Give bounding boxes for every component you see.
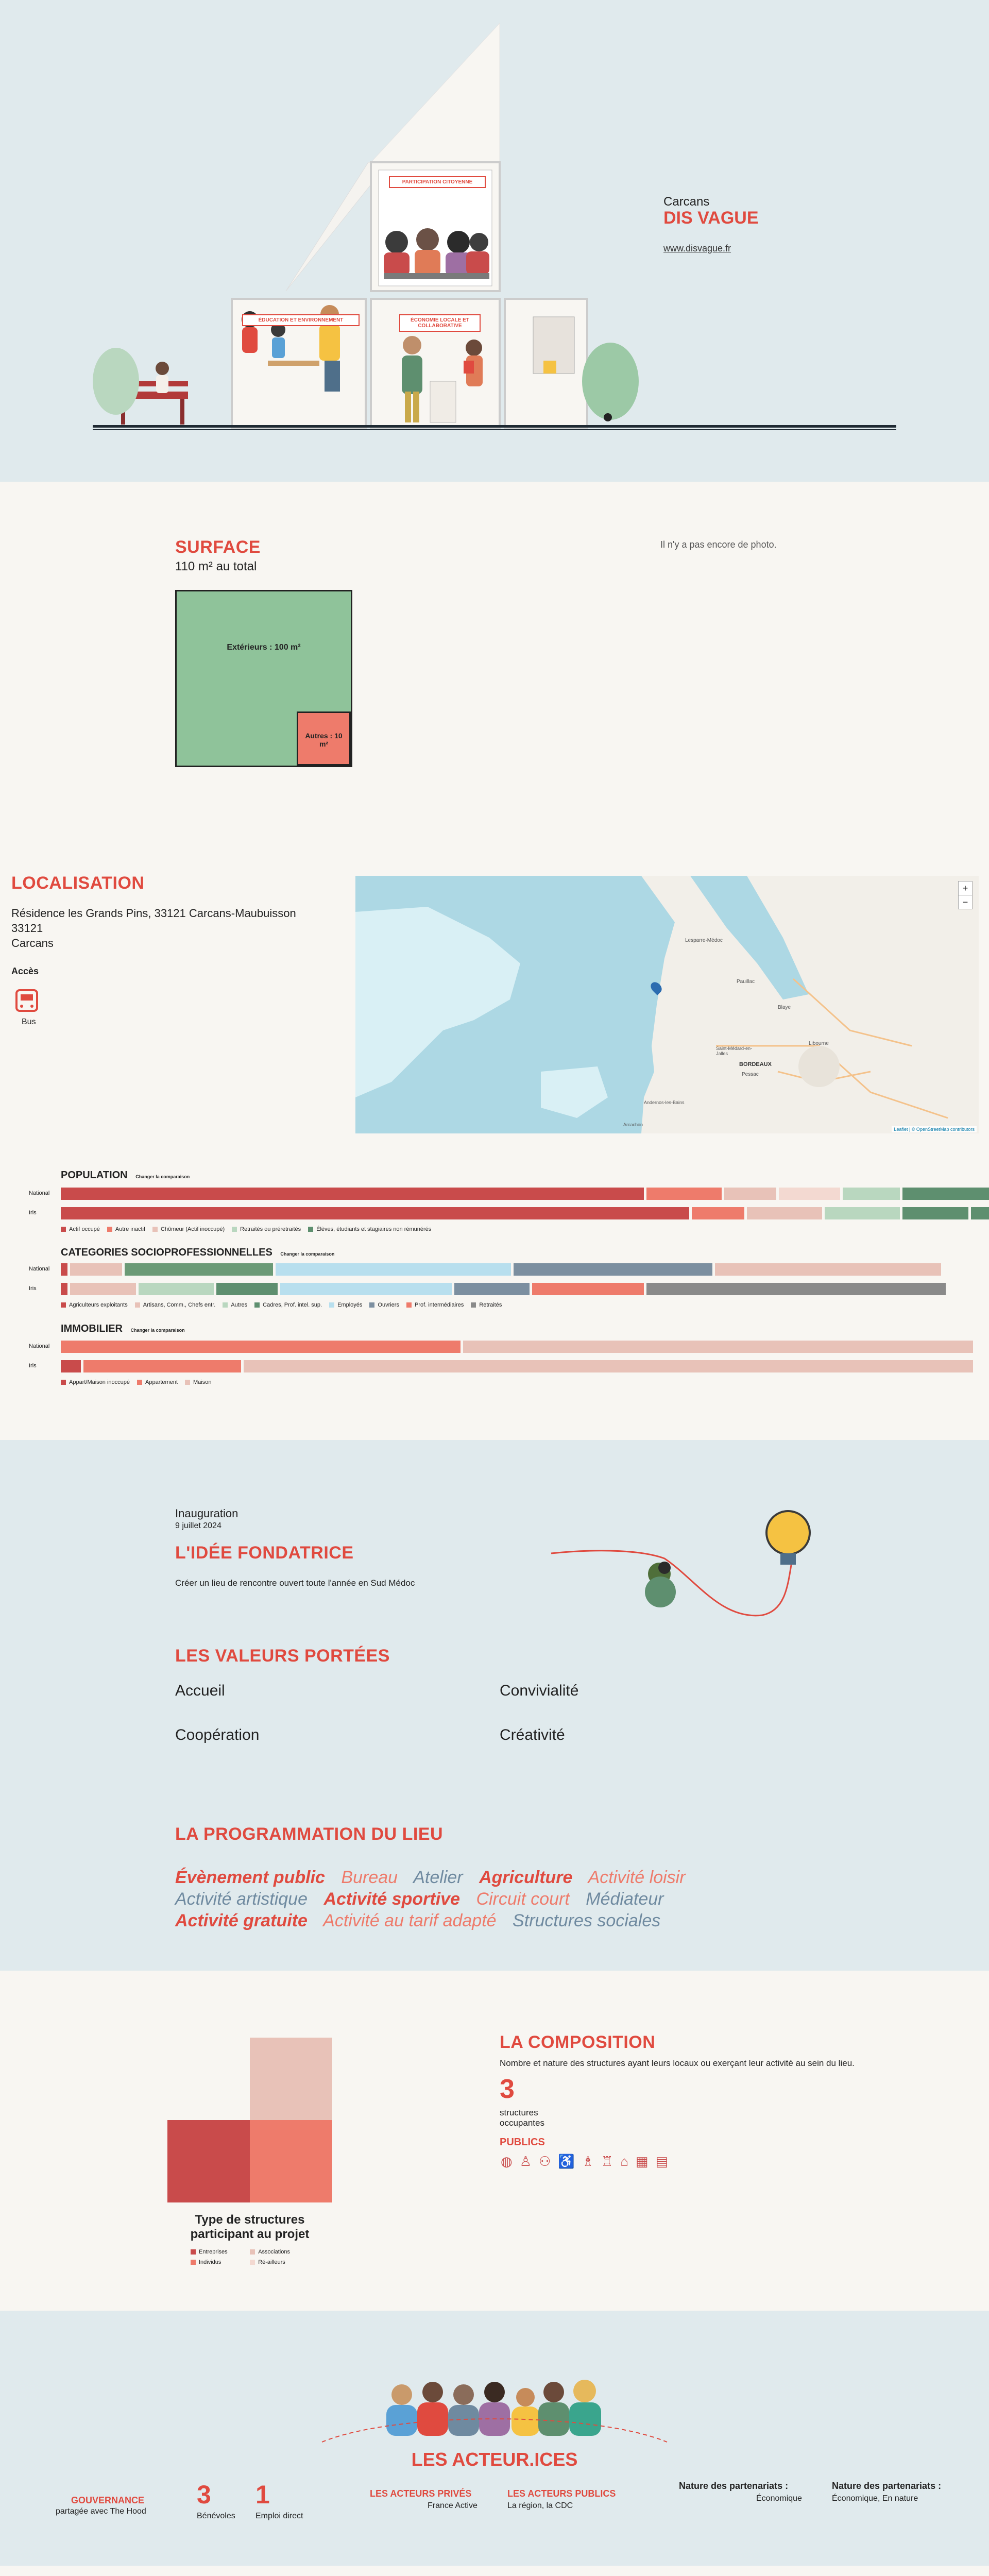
localisation-city: Carcans — [11, 937, 54, 950]
acteurs-prives-title: LES ACTEURS PRIVÉS — [370, 2488, 472, 2499]
legend-item: Élèves, étudiants et stagiaires non rémunérés — [308, 1226, 431, 1232]
bar-segment[interactable] — [70, 1283, 136, 1295]
moyens-section — [0, 2566, 989, 2576]
bar-row-label: Iris — [29, 1363, 37, 1369]
map-label-libourne: Libourne — [809, 1041, 829, 1046]
idea-illustration — [541, 1502, 829, 1625]
surface-photo-note: Il n'y a pas encore de photo. — [660, 539, 777, 550]
hero-section — [0, 0, 989, 482]
localisation-postcode: 33121 — [11, 922, 43, 935]
map-label-andernos: Andernos-les-Bains — [644, 1100, 685, 1105]
prog-activite-sportive: Activité sportive — [323, 1889, 460, 1909]
map-land — [355, 876, 979, 1133]
valeur-creativite: Créativité — [500, 1726, 565, 1743]
legend-item: Chômeur (Actif inoccupé) — [152, 1226, 225, 1232]
bar-segment[interactable] — [971, 1207, 989, 1219]
bar-row-label: National — [29, 1266, 50, 1272]
map-zoom-out-button[interactable]: − — [958, 895, 973, 909]
surface-exterieur-block — [175, 590, 352, 767]
composition-legend: Entreprises Associations Individus Ré-ailleurs — [191, 2249, 314, 2265]
hero-name: DIS VAGUE — [663, 208, 759, 228]
surface-exterieur-label: Extérieurs : 100 m² — [227, 643, 301, 652]
participation-people — [384, 228, 489, 279]
legend-item: Actif occupé — [61, 1226, 100, 1232]
surface-autres-label: Autres : 10 m² — [305, 732, 343, 748]
immobilier-compare-link[interactable]: Changer la comparaison — [130, 1328, 185, 1333]
localisation-section — [0, 811, 989, 1440]
prog-mediateur: Médiateur — [586, 1889, 664, 1909]
inauguration-label: Inauguration — [175, 1507, 238, 1520]
house-illustration — [0, 0, 989, 482]
localisation-address: Résidence les Grands Pins, 33121 Carcans-Maubuisson — [11, 907, 296, 920]
map-label-pessac: Pessac — [742, 1072, 759, 1077]
tag-economie: ÉCONOMIE LOCALE ET COLLABORATIVE — [399, 314, 481, 332]
bar-segment[interactable] — [61, 1188, 644, 1200]
map-label-saint-medard: Saint-Médard-en-Jalles — [716, 1046, 753, 1056]
surface-section — [0, 482, 989, 811]
prog-atelier: Atelier — [413, 1868, 463, 1887]
acteurs-section — [0, 2311, 989, 2566]
bar-segment[interactable] — [61, 1263, 67, 1276]
bar-segment[interactable] — [646, 1188, 722, 1200]
bar-segment[interactable] — [280, 1283, 451, 1295]
cat-icon — [604, 413, 612, 421]
map-zoom-in-button[interactable]: + — [958, 881, 973, 895]
bar-segment[interactable] — [532, 1283, 644, 1295]
emploi-label: Emploi direct — [255, 2512, 303, 2520]
bar-segment[interactable] — [902, 1188, 989, 1200]
legend-item: Appart/Maison inoccupé — [61, 1379, 130, 1385]
bar-segment[interactable] — [216, 1283, 278, 1295]
bar-segment[interactable] — [692, 1207, 744, 1219]
bar-row-label: National — [29, 1343, 50, 1349]
map-label-bordeaux: BORDEAUX — [739, 1061, 772, 1067]
public-housing-icon: ⌂ — [620, 2154, 636, 2169]
benevoles-number: 3 — [197, 2480, 211, 2509]
public-elderly-icon: ♗ — [582, 2154, 601, 2169]
composition-chart-title: Type de structures participant au projet — [190, 2213, 310, 2241]
bar-segment[interactable] — [646, 1283, 946, 1295]
hero-website-link[interactable]: www.disvague.fr — [663, 243, 731, 253]
bar-segment[interactable] — [70, 1263, 123, 1276]
programmation-row-2 — [175, 1889, 663, 1909]
emploi-number: 1 — [255, 2480, 270, 2509]
tag-education: ÉDUCATION ET ENVIRONNEMENT — [242, 314, 360, 326]
structures-count: 3 — [500, 2074, 515, 2104]
surface-title: SURFACE — [175, 537, 261, 557]
bar-segment[interactable] — [747, 1207, 822, 1219]
prog-structures-sociales: Structures sociales — [513, 1911, 661, 1930]
map-attribution[interactable]: Leaflet | © OpenStreetMap contributors — [892, 1126, 977, 1132]
bar-segment[interactable] — [244, 1360, 973, 1372]
public-office-icon: ▤ — [655, 2154, 676, 2169]
legend-item: Autre inactif — [107, 1226, 145, 1232]
public-adult-icon: ♖ — [601, 2154, 621, 2169]
composition-subtitle: Nombre et nature des structures ayant leurs locaux ou exerçant leur activité au sein du lieu. — [500, 2058, 855, 2068]
csp-compare-link[interactable]: Changer la comparaison — [280, 1251, 335, 1257]
prog-circuit-court: Circuit court — [476, 1889, 570, 1909]
prog-evenement-public: Évènement public — [175, 1868, 325, 1887]
bar-segment[interactable] — [825, 1207, 900, 1219]
valeur-cooperation: Coopération — [175, 1726, 260, 1743]
population-title: POPULATION Changer la comparaison — [61, 1170, 190, 1181]
bar-segment[interactable] — [276, 1263, 511, 1276]
gouvernance-title: GOUVERNANCE — [71, 2495, 145, 2505]
bar-segment[interactable] — [715, 1263, 941, 1276]
map-label-blaye: Blaye — [778, 1005, 791, 1010]
prog-agriculture: Agriculture — [479, 1868, 573, 1887]
legend-item: Cadres, Prof. intel. sup. — [254, 1302, 322, 1308]
legend-item: Maison — [185, 1379, 211, 1385]
treemap-cell-entreprises — [167, 2120, 250, 2202]
surface-total: 110 m² au total — [175, 560, 257, 573]
acteurs-title: LES ACTEUR.ICES — [411, 2449, 578, 2470]
legend-item: Retraités — [471, 1302, 502, 1308]
csp-legend — [61, 1302, 509, 1308]
localisation-title: LOCALISATION — [11, 873, 145, 893]
composition-title: LA COMPOSITION — [500, 2032, 656, 2052]
tag-participation: PARTICIPATION CITOYENNE — [389, 176, 486, 188]
acteurs-publics-title: LES ACTEURS PUBLICS — [507, 2488, 616, 2499]
prog-bureau: Bureau — [341, 1868, 398, 1887]
tree-left — [93, 348, 139, 415]
prog-activite-gratuite: Activité gratuite — [175, 1911, 308, 1930]
bar-segment[interactable] — [902, 1207, 968, 1219]
prog-tarif-adapte: Activité au tarif adapté — [323, 1911, 497, 1930]
treemap-cell-associations — [250, 2038, 332, 2120]
legend-item: Artisans, Comm., Chefs entr. — [135, 1302, 216, 1308]
bar-row-label: National — [29, 1190, 50, 1196]
map-label-lesparre: Lesparre-Médoc — [685, 938, 723, 943]
valeur-accueil: Accueil — [175, 1682, 225, 1699]
legend-item: Appartement — [137, 1379, 178, 1385]
nature-partenariats-1-title: Nature des partenariats : — [679, 2481, 789, 2491]
bar-segment[interactable] — [61, 1283, 67, 1295]
structures-count-label: structures occupantes — [500, 2108, 544, 2128]
programmation-title: LA PROGRAMMATION DU LIEU — [175, 1824, 444, 1844]
bar-segment[interactable] — [843, 1188, 899, 1200]
prog-activite-loisir: Activité loisir — [588, 1868, 686, 1887]
nature-partenariats-2-text: Économique, En nature — [832, 2494, 918, 2503]
bar-segment[interactable] — [463, 1341, 973, 1353]
acteurs-prives-text: France Active — [428, 2501, 478, 2510]
prog-activite-artistique: Activité artistique — [175, 1889, 308, 1909]
programmation-row-3 — [175, 1911, 660, 1931]
treemap-cell-individus — [250, 2120, 332, 2202]
bar-segment[interactable] — [61, 1360, 81, 1372]
acces-label: Accès — [11, 966, 39, 976]
csp-title: CATEGORIES SOCIOPROFESSIONNELLES Changer la comparaison — [61, 1247, 335, 1258]
legend-item: Autres — [223, 1302, 247, 1308]
idee-text: Créer un lieu de rencontre ouvert toute l'année en Sud Médoc — [175, 1578, 415, 1588]
public-building-icon: ▦ — [636, 2154, 656, 2169]
hero-city: Carcans — [663, 195, 710, 209]
acteurs-publics-text: La région, la CDC — [507, 2501, 573, 2510]
bar-segment[interactable] — [724, 1188, 777, 1200]
immobilier-legend — [61, 1379, 218, 1385]
programmation-row-1 — [175, 1868, 686, 1888]
immobilier-title: IMMOBILIER Changer la comparaison — [61, 1323, 185, 1334]
composition-treemap — [167, 2038, 332, 2202]
public-child-icon: ♙ — [519, 2154, 539, 2169]
bar-segment[interactable] — [454, 1283, 530, 1295]
bar-row-label: Iris — [29, 1210, 37, 1216]
bar-segment[interactable] — [61, 1207, 689, 1219]
idee-title: L'IDÉE FONDATRICE — [175, 1543, 354, 1563]
map-label-pauillac: Pauillac — [737, 979, 755, 985]
location-map[interactable] — [355, 876, 979, 1133]
surface-autres-block — [297, 711, 351, 766]
population-legend — [61, 1226, 438, 1232]
map-label-arcachon: Arcachon — [623, 1122, 643, 1127]
inauguration-date: 9 juillet 2024 — [175, 1521, 221, 1530]
legend-item: Retraités ou préretraités — [232, 1226, 301, 1232]
bus-label: Bus — [22, 1018, 36, 1026]
benevoles-label: Bénévoles — [197, 2512, 235, 2520]
bus-icon — [15, 989, 38, 1012]
bar-segment[interactable] — [125, 1263, 273, 1276]
acteurs-arc — [319, 2409, 670, 2445]
publics-icons — [501, 2154, 675, 2170]
bar-segment[interactable] — [514, 1263, 712, 1276]
publics-title: PUBLICS — [500, 2137, 545, 2148]
projet-section — [0, 1440, 989, 1971]
legend-item: Ouvriers — [369, 1302, 399, 1308]
valeur-convivialite: Convivialité — [500, 1682, 579, 1699]
public-baby-icon: ◍ — [501, 2154, 520, 2169]
bar-segment[interactable] — [779, 1188, 840, 1200]
legend-item: Prof. intermédiaires — [406, 1302, 464, 1308]
public-family-icon: ⚇ — [539, 2154, 558, 2169]
legend-item: Agriculteurs exploitants — [61, 1302, 128, 1308]
bar-row-label: Iris — [29, 1285, 37, 1292]
gouvernance-text: partagée avec The Hood — [56, 2507, 146, 2516]
valeurs-title: LES VALEURS PORTÉES — [175, 1646, 390, 1666]
bar-segment[interactable] — [139, 1283, 214, 1295]
tree-right — [582, 343, 639, 420]
nature-partenariats-1-text: Économique — [756, 2494, 802, 2503]
population-compare-link[interactable]: Changer la comparaison — [135, 1174, 190, 1179]
bar-segment[interactable] — [61, 1341, 461, 1353]
public-disability-icon: ♿ — [558, 2154, 582, 2169]
legend-item: Employés — [329, 1302, 362, 1308]
composition-section — [0, 1971, 989, 2311]
bar-segment[interactable] — [83, 1360, 241, 1372]
nature-partenariats-2-title: Nature des partenariats : — [832, 2481, 942, 2491]
